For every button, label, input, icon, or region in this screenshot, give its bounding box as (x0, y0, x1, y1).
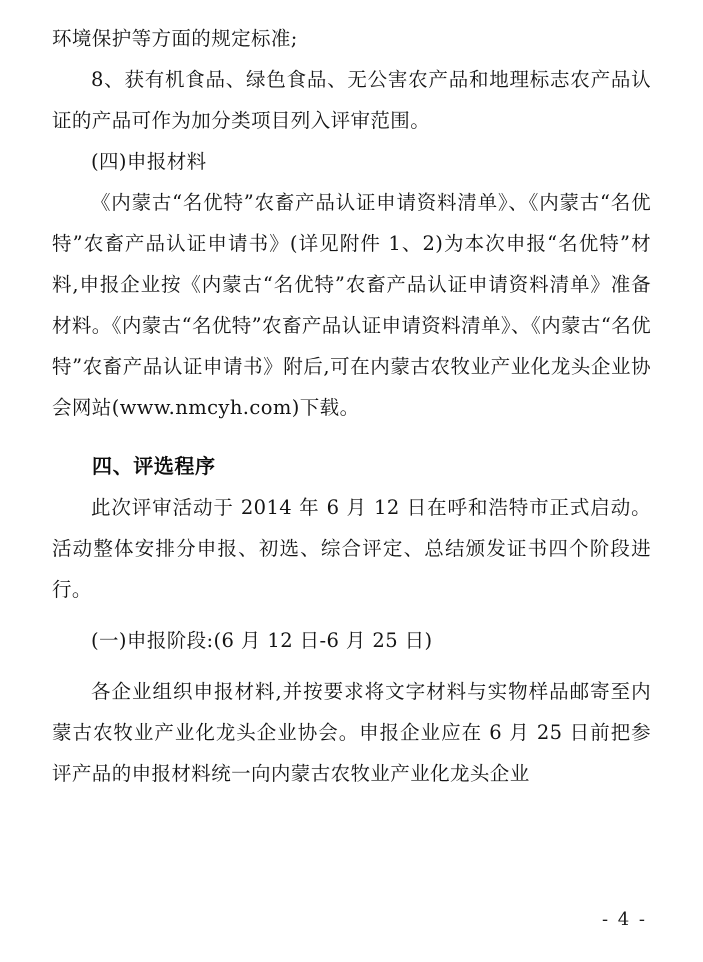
spacer-before-heading (52, 428, 651, 446)
page-number: - 4 - (601, 909, 647, 930)
paragraph-continuation: 环境保护等方面的规定标准; (52, 27, 298, 50)
paragraph-stage-one-body: 各企业组织申报材料,并按要求将文字材料与实物样品邮寄至内蒙古农牧业产业化龙头企业协会。申报企业应在 6 月 25 日前把参评产品的申报材料统一向内蒙古农牧业产业化龙头企业 (52, 680, 651, 785)
paragraph-evaluation-schedule: 此次评审活动于 2014 年 6 月 12 日在呼和浩特市正式启动。活动整体安排分申报、初选、综合评定、总结颁发证书四个阶段进行。 (52, 496, 651, 601)
paragraph-section-four-materials-title: (四)申报材料 (91, 150, 207, 173)
section-heading-evaluation-procedure: 四、评选程序 (92, 454, 216, 478)
paragraph-stage-one-title: (一)申报阶段:(6 月 12 日-6 月 25 日) (91, 629, 433, 652)
spacer-before-stage-one-body (52, 661, 651, 671)
paragraph-item-8: 8、获有机食品、绿色食品、无公害农产品和地理标志农产品认证的产品可作为加分类项目列入评审范围。 (52, 68, 651, 132)
paragraph-materials-detail: 《内蒙古“名优特”农畜产品认证申请资料清单》、《内蒙古“名优特”农畜产品认证申请书》(详见附件 1、2)为本次申报“名优特”材料,申报企业按《内蒙古“名优特”农畜产品认证申请资料清单》准备材料。《内蒙古“名优特”农畜产品认证申请资料清单》、《内蒙古“名优特”农畜产品认证申请书》附后,可在内蒙古农牧业产业化龙头企业协会网站(www.nmcyh.com)下载。 (52, 191, 651, 419)
spacer-before-stage-one (52, 610, 651, 620)
